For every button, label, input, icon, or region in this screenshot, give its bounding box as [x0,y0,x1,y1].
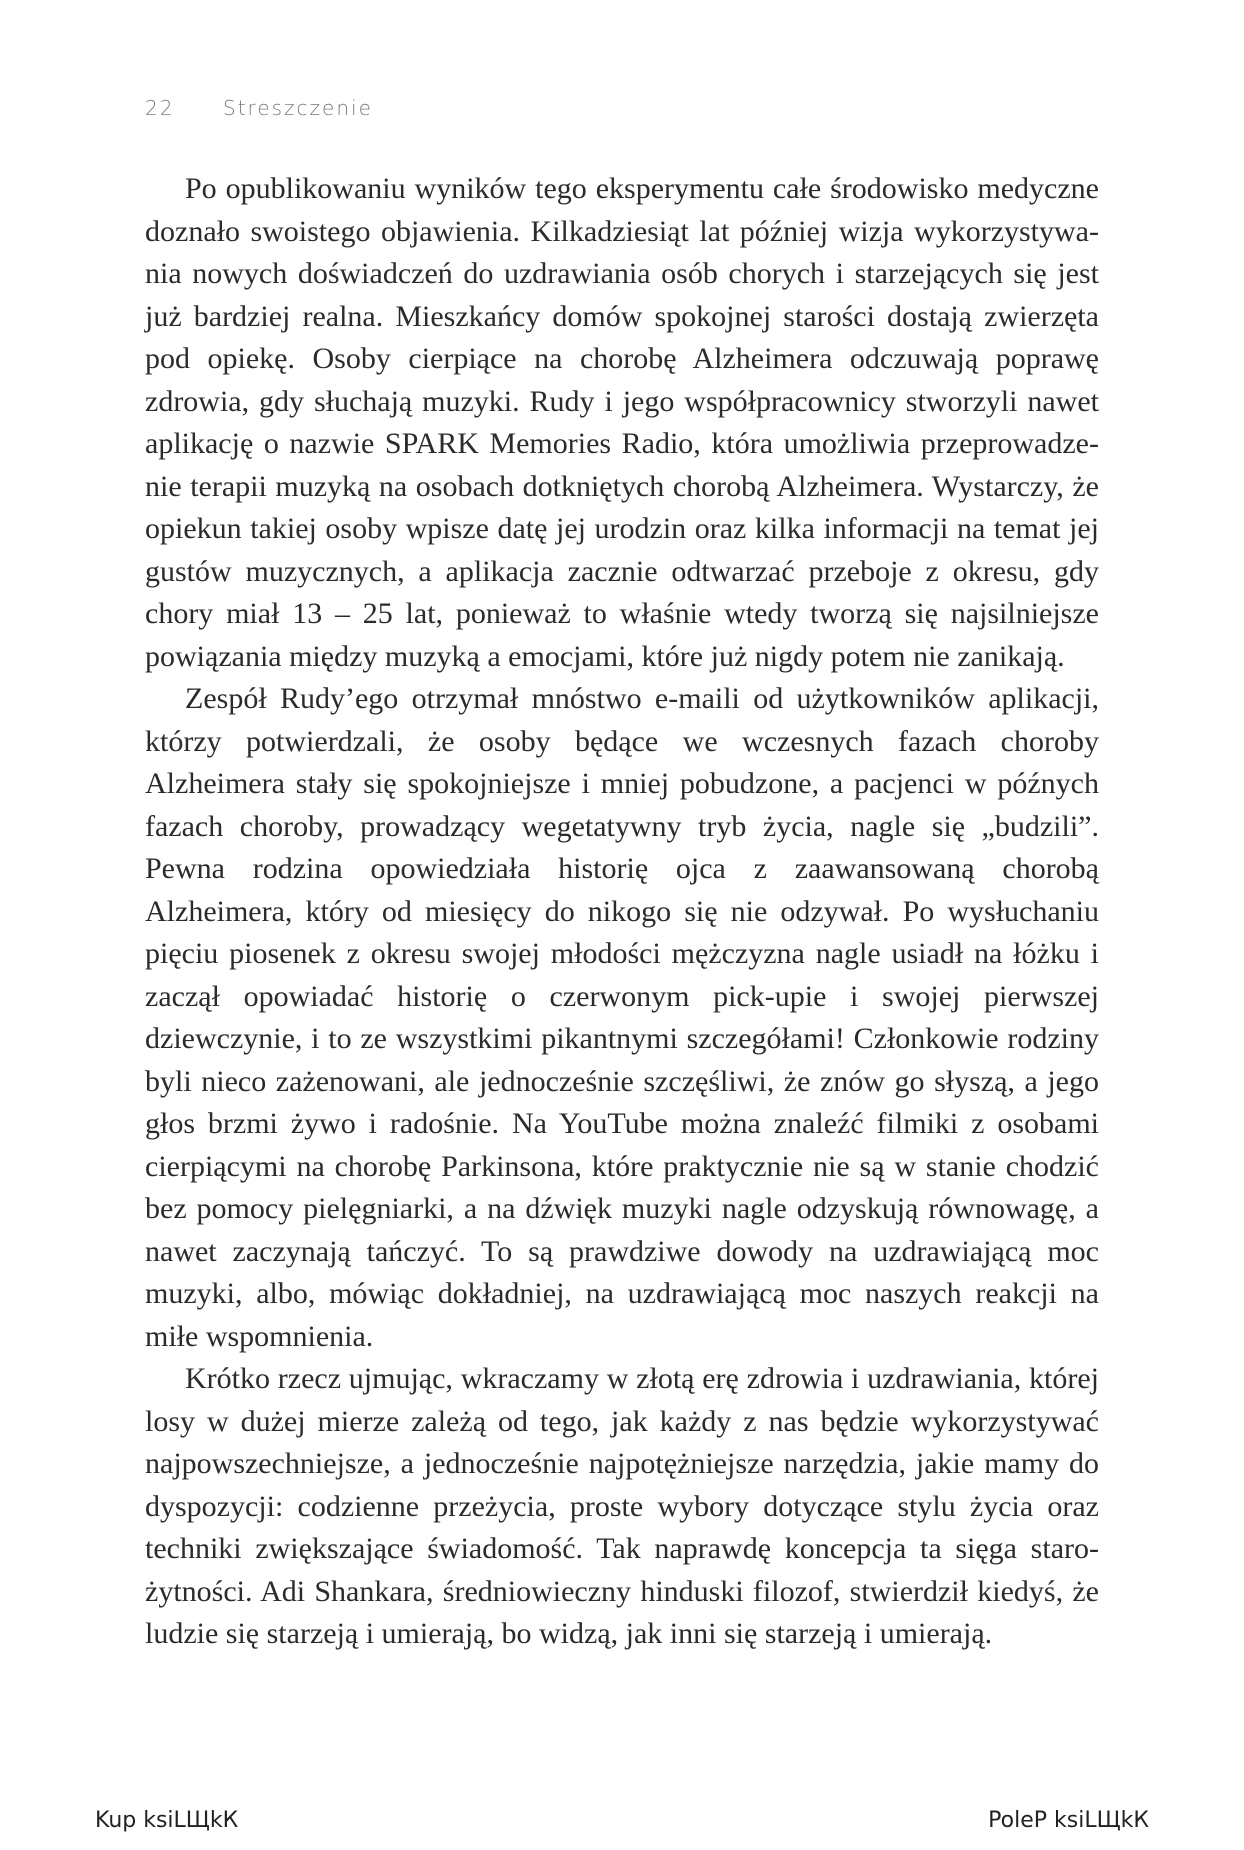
paragraph: Zespół Rudy’ego otrzymał mnóstwo e-maili od użytkowników aplikacji, którzy potwierdzali, że osoby będące we wczesnych fazach choroby Alzheimera stały się spokojniejsze i mniej pobudzone, a pacjenci w późnych fazach choroby, prowadzący wegetatywny tryb życia, nagle się „budzili”. Pewna rodzina opowiedziała historię ojca z zaawansowaną chorobą Alzheimera, który od miesięcy do nikogo się nie odzywał. Po wysłuchaniu pięciu piosenek z okresu swojej młodości mężczyzna nagle usiadł na łóżku i zaczął opowiadać historię o czerwonym pick-upie i swojej pierwszej dziewczynie, i to ze wszystkimi pikantnymi szczegółami! Członkowie rodziny byli nieco zażenowani, ale jednocześnie szczęśliwi, że znów go słyszą, a jego głos brzmi żywo i radośnie. Na YouTube można znaleźć filmiki z osobami cierpiącymi na chorobę Parkinsona, które praktycznie nie są w stanie chodzić bez pomocy pielęgniarki, a na dźwięk muzyki nagle odzyskują równowagę, a nawet zaczynają tańczyć. To są prawdziwe dowody na uzdrawiającą moc muzyki, albo, mówiąc dokładniej, na uzdrawiającą moc naszych reakcji na miłe wspomnienia. [145,682,1099,1353]
section-title: Streszczenie [223,96,373,120]
recommend-book-link[interactable]: PoleР ksiLЩkК [988,1808,1149,1833]
page-number: 22 [145,96,175,120]
paragraph: Krótko rzecz ujmując, wkraczamy w złotą erę zdrowia i uzdrawiania, której losy w dużej mierze zależą od tego, jak każdy z nas będzie wykorzystywać najpowszechniejsze, a jednocześnie najpotężniejsze narzędzia, jakie mamy do dyspozycji: codzienne przeżycia, proste wybory dotyczące stylu życia oraz techniki zwiększające świadomość. Tak naprawdę koncepcja ta sięga starożytności. Adi Shankara, średniowieczny hinduski filozof, stwierdził kiedyś, że ludzie się starzeją i umierają, bo widzą, jak inni się starzeją i umierają. [145,1362,1099,1650]
body-text [145,168,1099,1656]
buy-book-link[interactable]: Kup ksiLЩkК [95,1808,239,1833]
paragraph: Po opublikowaniu wyników tego eksperymentu całe środowisko medyczne doznało swoistego objawienia. Kilkadziesiąt lat później wizja wykorzystywania nowych doświadczeń do uzdrawiania osób chorych i starzejących się jest już bardziej realna. Mieszkańcy domów spokojnej starości dostają zwierzęta pod opiekę. Osoby cierpiące na chorobę Alzheimera odczuwają poprawę zdrowia, gdy słuchają muzyki. Rudy i jego współpracownicy stworzyli nawet aplikację o nazwie SPARK Memories Radio, która umożliwia przeprowadzenie terapii muzyką na osobach dotkniętych chorobą Alzheimera. Wystarczy, że opiekun takiej osoby wpisze datę jej urodzin oraz kilka informacji na temat jej gustów muzycznych, a aplikacja zacznie odtwarzać przeboje z okresu, gdy chory miał 13 – 25 lat, ponieważ to właśnie wtedy tworzą się najsilniejsze powiązania między muzyką a emocjami, które już nigdy potem nie zanikają. [145,172,1099,673]
running-header [145,96,373,120]
